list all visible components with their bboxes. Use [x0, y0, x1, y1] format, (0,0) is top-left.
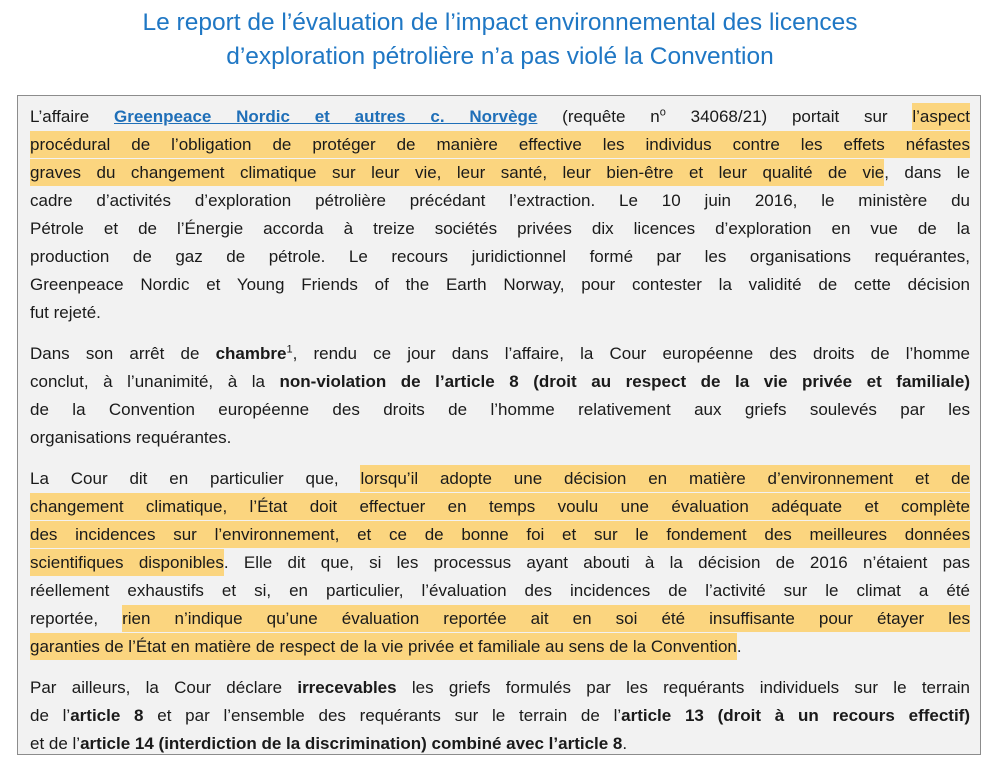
press-release-content — [30, 103, 970, 771]
text-line — [30, 187, 970, 215]
text-line — [30, 674, 970, 702]
bold-text: article 14 (interdiction de la discrimination) combiné avec l’article 8 — [80, 734, 623, 753]
text-segment: et par l’ensemble des requérants sur le terrain de l’ — [143, 706, 622, 725]
highlighted-text: l’aspect — [912, 103, 970, 130]
paragraph-4 — [30, 674, 970, 758]
text-line — [30, 340, 970, 368]
text-segment: , rendu ce jour dans l’affaire, la Cour européenne des droits de l’homme — [292, 344, 970, 363]
text-line — [30, 103, 970, 131]
text-segment: L’affaire — [30, 107, 115, 126]
text-line — [30, 730, 970, 758]
text-line — [30, 396, 970, 424]
text-line — [30, 521, 970, 549]
text-segment: cadre d’activités d’exploration pétrolière précédant l’extraction. Le 10 juin 2016, le ministère du — [30, 191, 970, 210]
text-segment: . Elle dit que, si les processus ayant abouti à la décision de 2016 n’étaient pas — [223, 553, 970, 572]
text-segment: organisations requérantes. — [30, 428, 232, 447]
text-segment: de la Convention européenne des droits de l’homme relativement aux griefs soulevés par les — [30, 400, 970, 419]
highlighted-text: garanties de l’État en matière de respect de la vie privée et familiale au sens de la Convention — [30, 633, 737, 660]
highlighted-text: graves du changement climatique sur leur vie, leur santé, leur bien-être et leur qualité de vie — [30, 159, 884, 186]
highlighted-text: lorsqu’il adopte une décision en matière d’environnement et de — [360, 465, 970, 492]
text-segment: 34068/21) portait sur — [665, 107, 913, 126]
text-line — [30, 215, 970, 243]
text-line — [30, 159, 970, 187]
text-segment: . — [736, 637, 742, 656]
text-line — [30, 271, 970, 299]
title-line-1: Le report de l’évaluation de l’impact environnemental des licences — [142, 9, 858, 36]
paragraph-3 — [30, 465, 970, 661]
text-segment: Par ailleurs, la Cour déclare — [30, 678, 298, 697]
text-segment: Pétrole et de l’Énergie accorda à treize sociétés privées dix licences d’exploration en vue de la — [30, 219, 970, 238]
text-line — [30, 702, 970, 730]
text-line — [30, 131, 970, 159]
text-segment: les griefs formulés par les requérants individuels sur le terrain — [396, 678, 970, 697]
press-release-box — [17, 95, 981, 755]
superscript: 1 — [286, 343, 293, 356]
bold-text: irrecevables — [297, 678, 397, 697]
text-line — [30, 243, 970, 271]
text-line — [30, 465, 970, 493]
text-line — [30, 605, 970, 633]
highlighted-text: scientifiques disponibles — [30, 549, 224, 576]
text-segment: fut rejeté. — [30, 303, 101, 322]
title-line-2: d’exploration pétrolière n’a pas violé la Convention — [226, 43, 774, 70]
bold-text: non-violation de l’article 8 (droit au respect de la vie privée et familiale) — [279, 372, 970, 391]
paragraph-2 — [30, 340, 970, 452]
text-segment: Dans son arrêt de — [30, 344, 216, 363]
superscript: o — [659, 106, 666, 119]
text-segment: reportée, — [30, 609, 123, 628]
text-segment: réellement exhaustifs et si, en particulier, l’évaluation des incidences de l’activité sur le climat a été — [30, 581, 970, 600]
text-line — [30, 368, 970, 396]
text-segment: . — [622, 734, 628, 753]
highlighted-text: rien n’indique qu’une évaluation reportée ait en soi été insuffisante pour étayer les — [122, 605, 970, 632]
text-segment: conclut, à l’unanimité, à la — [30, 372, 280, 391]
text-line — [30, 299, 970, 327]
text-line — [30, 493, 970, 521]
text-segment: et de l’ — [30, 734, 81, 753]
text-segment: Greenpeace Nordic et Young Friends of the Earth Norway, pour contester la validité de cette décision — [30, 275, 970, 294]
bold-text: article 8 — [70, 706, 144, 725]
highlighted-text: changement climatique, l’État doit effectuer en temps voulu une évaluation adéquate et complète — [30, 493, 970, 520]
text-line — [30, 577, 970, 605]
paragraph-1 — [30, 103, 970, 327]
highlighted-text: procédural de l’obligation de protéger de manière effective les individus contre les effets néfastes — [30, 131, 970, 158]
text-segment: La Cour dit en particulier que, — [30, 469, 361, 488]
bold-text: article 13 (droit à un recours effectif) — [621, 706, 971, 725]
page-title — [0, 6, 1000, 74]
text-segment: production de gaz de pétrole. Le recours juridictionnel formé par les organisations requérantes, — [30, 247, 970, 266]
case-link[interactable]: Greenpeace Nordic et autres c. Norvège — [114, 107, 538, 126]
text-segment: (requête n — [537, 107, 660, 126]
text-segment: de l’ — [30, 706, 71, 725]
text-line — [30, 424, 970, 452]
text-line — [30, 633, 970, 661]
bold-text: chambre — [215, 344, 287, 363]
highlighted-text: des incidences sur l’environnement, et ce de bonne foi et sur le fondement des meilleures données — [30, 521, 970, 548]
text-segment: , dans le — [884, 163, 970, 182]
text-line — [30, 549, 970, 577]
